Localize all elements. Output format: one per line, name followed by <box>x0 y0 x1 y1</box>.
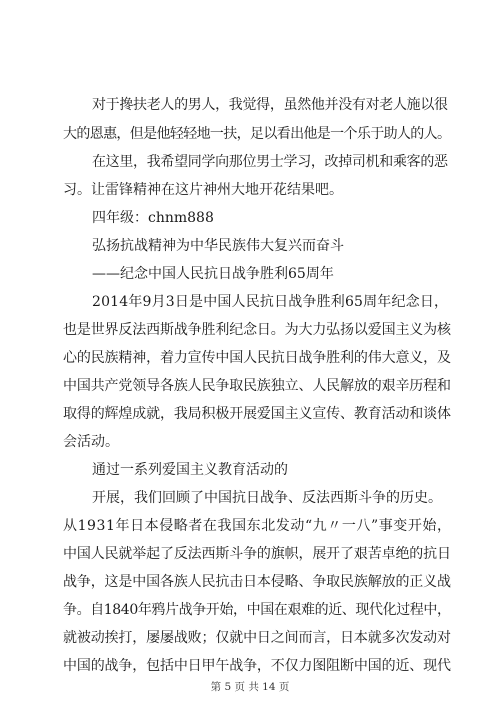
page-footer: 第 5 页 共 14 页 <box>210 681 290 693</box>
author-line: 四年级：chnm888 <box>92 210 214 226</box>
article-title: 弘扬抗战精神为中华民族伟大复兴而奋斗 <box>92 238 344 254</box>
body-line: 在这里，我希望同学向那位男士学习，改掉司机和乘客的恶 <box>92 154 448 170</box>
body-line: 战争，这是中国各族人民抗击日本侵略、争取民族解放的正义战 <box>63 574 451 590</box>
body-line: 取得的辉煌成就，我局积极开展爱国主义宣传、教育活动和谈体 <box>63 406 451 422</box>
body-line: 从1931年日本侵略者在我国东北发动“九〃一八”事变开始， <box>63 518 452 534</box>
body-line: 大的恩惠，但是他轻轻地一扶，足以看出他是一个乐于助人的人。 <box>63 126 451 142</box>
body-line: 就被动挨打，屡屡战败；仅就中日之间而言，日本就多次发动对 <box>63 630 451 646</box>
body-line: 通过一系列爱国主义教育活动的 <box>92 462 288 478</box>
body-line: 2014年9月3日是中国人民抗日战争胜利65周年纪念日， <box>92 294 449 310</box>
body-line: 开展，我们回顾了中国抗日战争、反法西斯斗争的历史。 <box>92 490 442 506</box>
body-line: 对于搀扶老人的男人，我觉得，虽然他并没有对老人施以很 <box>92 97 448 113</box>
body-line: 会活动。 <box>63 434 119 450</box>
body-line: 中国的战争，包括中日甲午战争，不仅力图阻断中国的近、现代 <box>63 658 451 674</box>
body-line: 习。让雷锋精神在这片神州大地开花结果吧。 <box>63 182 343 198</box>
body-line: 争。自1840年鸦片战争开始，中国在艰难的近、现代化过程中， <box>63 602 451 618</box>
body-line: 中国共产党领导各族人民争取民族独立、人民解放的艰辛历程和 <box>63 378 451 394</box>
body-line: 心的民族精神，着力宣传中国人民抗日战争胜利的伟大意义，及 <box>63 350 451 366</box>
article-subtitle: ——纪念中国人民抗日战争胜利65周年 <box>92 266 334 282</box>
body-line: 中国人民就举起了反法西斯斗争的旗帜，展开了艰苦卓绝的抗日 <box>63 546 451 562</box>
body-line: 也是世界反法西斯战争胜利纪念日。为大力弘扬以爱国主义为核 <box>63 322 451 338</box>
